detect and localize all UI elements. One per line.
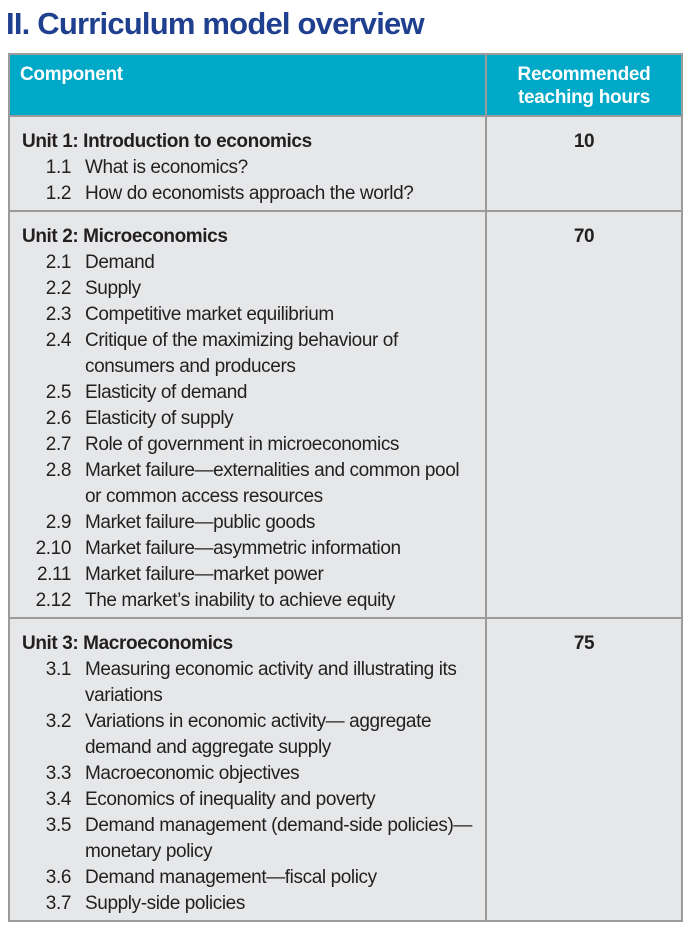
topic-item [22, 380, 477, 406]
topic-item [22, 562, 477, 588]
topic-item [22, 657, 477, 709]
topic-item [22, 276, 477, 302]
topic-item [22, 891, 477, 917]
topic-text: Supply [85, 278, 141, 299]
topic-text: Market failure—public goods [85, 512, 315, 533]
header-component: Component [9, 54, 486, 116]
topic-text: Market failure—externalities and common pool or common access resources [85, 460, 460, 507]
curriculum-table [8, 53, 683, 922]
topic-text: Market failure—market power [85, 564, 324, 585]
topic-text: Competitive market equilibrium [85, 304, 334, 325]
topic-text: Demand management (demand-side policies)—monetary policy [85, 815, 473, 862]
topic-item [22, 181, 477, 207]
table-row [9, 618, 682, 921]
topic-item [22, 328, 477, 380]
unit-component-cell [9, 211, 486, 618]
unit-hours-cell: 10 [486, 116, 682, 211]
topic-number: 2.10 [35, 538, 71, 559]
topic-number: 3.5 [45, 815, 71, 836]
topic-text: Supply-side policies [85, 893, 245, 914]
topic-text: Measuring economic activity and illustrating its variations [85, 659, 457, 706]
topic-item [22, 787, 477, 813]
header-hours: Recommended teaching hours [486, 54, 682, 116]
topic-number: 2.7 [45, 434, 71, 455]
topic-number: 3.1 [45, 659, 71, 680]
topic-item [22, 865, 477, 891]
unit-title: Unit 3: Macroeconomics [22, 633, 233, 654]
topic-text: Critique of the maximizing behaviour of consumers and producers [85, 330, 398, 377]
topic-text: Role of government in microeconomics [85, 434, 400, 455]
topic-text: Macroeconomic objectives [85, 763, 300, 784]
topic-number: 3.6 [45, 867, 71, 888]
topic-text: Elasticity of supply [85, 408, 234, 429]
topic-number: 2.1 [45, 252, 71, 273]
topic-item [22, 155, 477, 181]
topic-item [22, 510, 477, 536]
topic-text: Variations in economic activity— aggregate demand and aggregate supply [85, 711, 432, 758]
unit-title: Unit 1: Introduction to economics [22, 131, 312, 152]
topic-number: 2.4 [45, 330, 71, 351]
topic-number: 1.1 [45, 157, 71, 178]
topic-item [22, 250, 477, 276]
topic-number: 3.7 [45, 893, 71, 914]
topic-text: Demand management—fiscal policy [85, 867, 377, 888]
topic-text: How do economists approach the world? [85, 183, 414, 204]
topic-text: Elasticity of demand [85, 382, 248, 403]
topic-number: 3.4 [45, 789, 71, 810]
topic-text: Market failure—asymmetric information [85, 538, 401, 559]
topic-text: Economics of inequality and poverty [85, 789, 376, 810]
topic-item [22, 536, 477, 562]
topic-number: 2.9 [45, 512, 71, 533]
topic-text: The market’s inability to achieve equity [85, 590, 395, 611]
unit-component-cell [9, 116, 486, 211]
topic-item [22, 813, 477, 865]
unit-title: Unit 2: Microeconomics [22, 226, 228, 247]
topic-number: 2.8 [45, 460, 71, 481]
topic-item [22, 432, 477, 458]
topic-number: 3.2 [45, 711, 71, 732]
topic-number: 2.3 [45, 304, 71, 325]
unit-hours-cell: 75 [486, 618, 682, 921]
table-row [9, 116, 682, 211]
section-title: II. Curriculum model overview [6, 6, 424, 41]
topic-text: What is economics? [85, 157, 248, 178]
topic-number: 3.3 [45, 763, 71, 784]
topic-item [22, 458, 477, 510]
table-body [9, 116, 682, 921]
topic-number: 1.2 [45, 183, 71, 204]
topic-item [22, 302, 477, 328]
topic-number: 2.2 [45, 278, 71, 299]
topic-item [22, 709, 477, 761]
topic-number: 2.12 [35, 590, 71, 611]
topic-text: Demand [85, 252, 155, 273]
topic-item [22, 406, 477, 432]
topic-number: 2.5 [45, 382, 71, 403]
topic-number: 2.6 [45, 408, 71, 429]
unit-component-cell [9, 618, 486, 921]
topic-item [22, 761, 477, 787]
topic-number: 2.11 [37, 564, 71, 585]
topic-item [22, 588, 477, 614]
unit-hours-cell: 70 [486, 211, 682, 618]
table-row [9, 211, 682, 618]
table-header-row [9, 54, 682, 116]
